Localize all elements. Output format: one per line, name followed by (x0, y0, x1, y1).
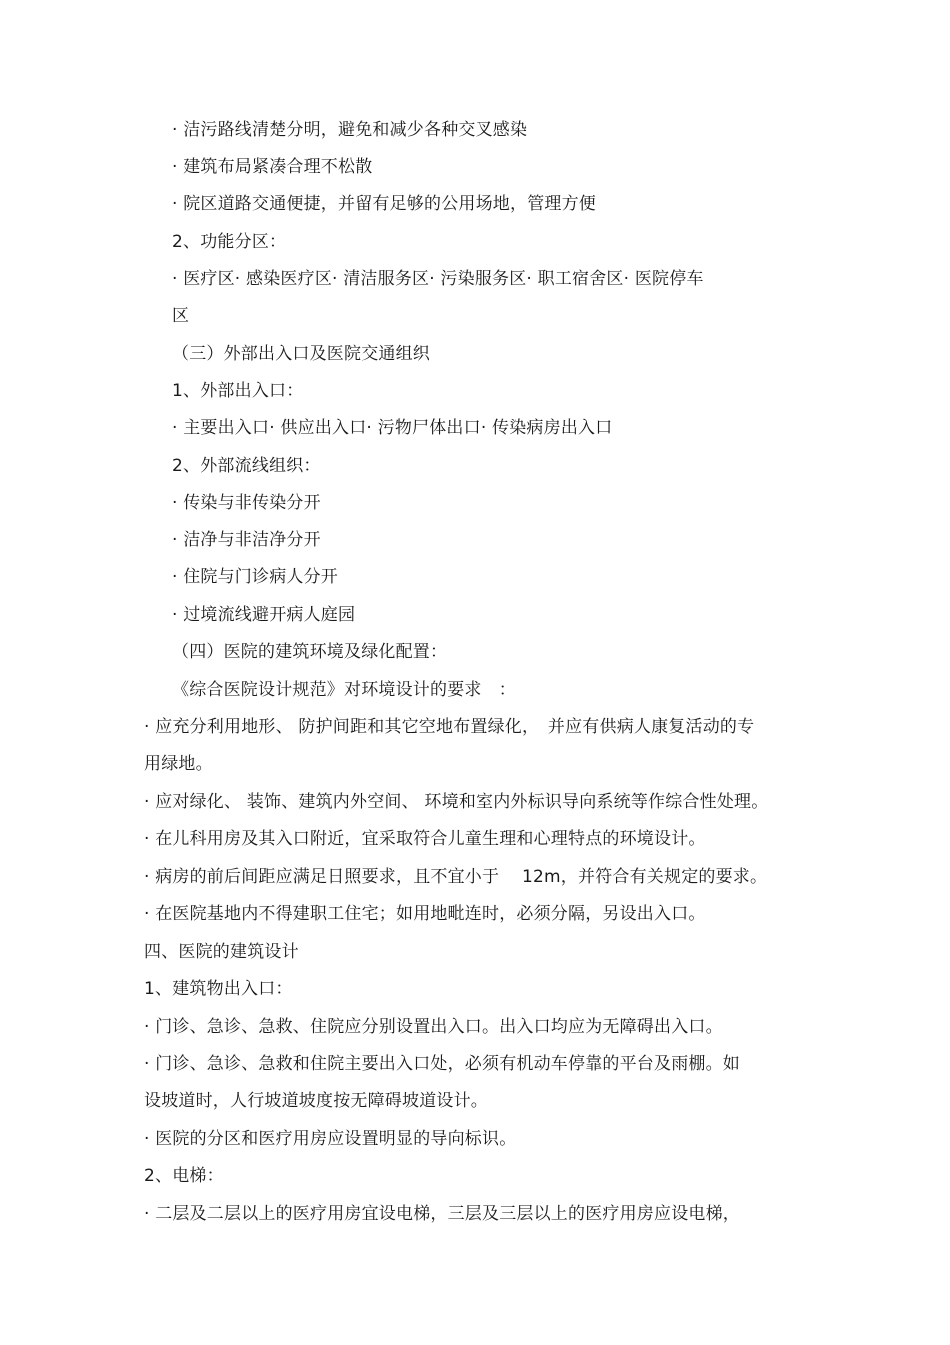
bullet-transit-flow: · 过境流线避开病人庭园 (172, 605, 356, 625)
bullet-inpatient-outpatient: · 住院与门诊病人分开 (172, 567, 339, 587)
bullet-campus-traffic: · 院区道路交通便捷，并留有足够的公用场地，管理方便 (172, 194, 597, 214)
bullet-greening-cont: 用绿地。 (144, 754, 213, 774)
bullet-infectious-separation: · 传染与非传染分开 (172, 493, 321, 513)
bullet-elevator-requirement: · 二层及二层以上的医疗用房宜设电梯，三层及三层以上的医疗用房应设电梯， (144, 1204, 741, 1224)
heading-external-entrances: 1、外部出入口： (172, 381, 304, 401)
bullet-clean-separation: · 洁净与非洁净分开 (172, 530, 321, 550)
heading-building-entrances: 1、建筑物出入口： (144, 979, 293, 999)
bullet-integrated-design: · 应对绿化、 装饰、建筑内外空间、 环境和室内外标识导向系统等作综合性处理。 (144, 792, 769, 812)
bullet-ward-spacing: · 病房的前后间距应满足日照要求，且不宜小于 12m，并符合有关规定的要求。 (144, 867, 768, 887)
bullet-no-staff-housing: · 在医院基地内不得建职工住宅；如用地毗连时，必须分隔，另设出入口。 (144, 904, 706, 924)
bullet-zone-list: · 医疗区· 感染医疗区· 清洁服务区· 污染服务区· 职工宿舍区· 医院停车 (172, 269, 704, 289)
bullet-separate-entrances: · 门诊、急诊、急救、住院应分别设置出入口。出入口均应为无障碍出入口。 (144, 1017, 723, 1037)
bullet-zone-list-cont: 区 (172, 306, 190, 326)
code-reference: 《综合医院设计规范》对环境设计的要求 ： (172, 680, 516, 700)
chapter-heading-4: 四、医院的建筑设计 (144, 942, 299, 962)
bullet-canopy-platform-cont: 设坡道时，人行坡道坡度按无障碍坡道设计。 (144, 1091, 488, 1111)
heading-functional-zones: 2、功能分区： (172, 232, 287, 252)
bullet-clean-dirty-routes: · 洁污路线清楚分明，避免和减少各种交叉感染 (172, 120, 528, 140)
bullet-signage: · 医院的分区和医疗用房应设置明显的导向标识。 (144, 1129, 517, 1149)
bullet-pediatric-environment: · 在儿科用房及其入口附近，宜采取符合儿童生理和心理特点的环境设计。 (144, 829, 706, 849)
bullet-compact-layout: · 建筑布局紧凑合理不松散 (172, 157, 373, 177)
bullet-greening: · 应充分利用地形、 防护间距和其它空地布置绿化， 并应有供病人康复活动的专 (144, 717, 755, 737)
section-heading-3: （三）外部出入口及医院交通组织 (172, 344, 430, 364)
section-heading-4: （四）医院的建筑环境及绿化配置： (172, 642, 448, 662)
heading-external-flow: 2、外部流线组织： (172, 456, 321, 476)
bullet-entrance-list: · 主要出入口· 供应出入口· 污物尸体出口· 传染病房出入口 (172, 418, 613, 438)
bullet-canopy-platform: · 门诊、急诊、急救和住院主要出入口处，必须有机动车停靠的平台及雨棚。如 (144, 1054, 741, 1074)
heading-elevators: 2、电梯： (144, 1166, 224, 1186)
